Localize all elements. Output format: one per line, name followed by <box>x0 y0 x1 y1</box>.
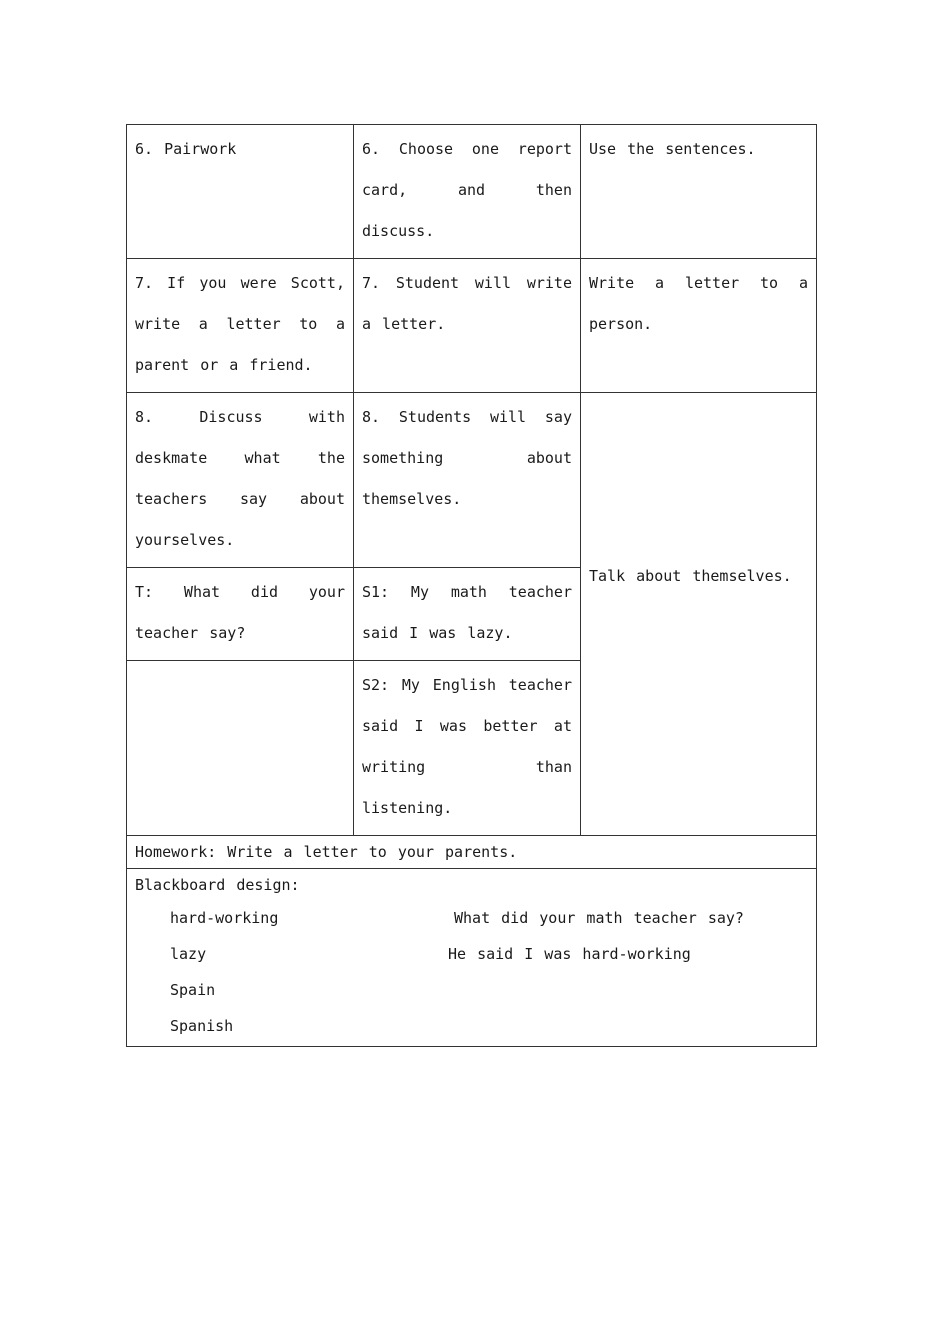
table-row <box>127 869 817 1047</box>
blackboard-right-item: What did your math teacher say? <box>454 909 744 927</box>
students-cell: 7. Student will write a letter. <box>354 259 581 393</box>
blackboard-right-item: He said I was hard-working <box>448 945 691 963</box>
activity-cell: 7. If you were Scott, write a letter to a parent or a friend. <box>127 259 354 393</box>
purpose-cell: Use the sentences. <box>581 125 817 259</box>
lesson-plan-table <box>126 124 817 1047</box>
blackboard-row <box>135 900 808 936</box>
purpose-cell: Write a letter to a person. <box>581 259 817 393</box>
students-cell: 6. Choose one report card, and then discuss. <box>354 125 581 259</box>
table-row <box>127 836 817 869</box>
students-cell: S2: My English teacher said I was better at writing than listening. <box>354 661 581 836</box>
activity-cell: T: What did your teacher say? <box>127 568 354 661</box>
blackboard-row <box>135 936 808 972</box>
table-row <box>127 259 817 393</box>
blackboard-left-item: Spain <box>170 981 216 999</box>
blackboard-title: Blackboard design: <box>135 876 300 894</box>
homework-cell: Homework: Write a letter to your parents. <box>127 836 817 869</box>
activity-cell: 8. Discuss with deskmate what the teachers say about yourselves. <box>127 393 354 568</box>
table-row <box>127 393 817 568</box>
students-cell: 8. Students will say something about themselves. <box>354 393 581 568</box>
blackboard-left-item: Spanish <box>170 1017 234 1035</box>
activity-cell <box>127 661 354 836</box>
purpose-cell: Talk about themselves. <box>581 393 817 836</box>
students-cell: S1: My math teacher said I was lazy. <box>354 568 581 661</box>
blackboard-row <box>135 972 808 1008</box>
blackboard-row <box>135 1008 808 1040</box>
table-row <box>127 125 817 259</box>
activity-cell: 6. Pairwork <box>127 125 354 259</box>
blackboard-left-item: hard-working <box>170 909 279 927</box>
blackboard-design-cell <box>127 869 817 1047</box>
blackboard-left-item: lazy <box>170 945 207 963</box>
